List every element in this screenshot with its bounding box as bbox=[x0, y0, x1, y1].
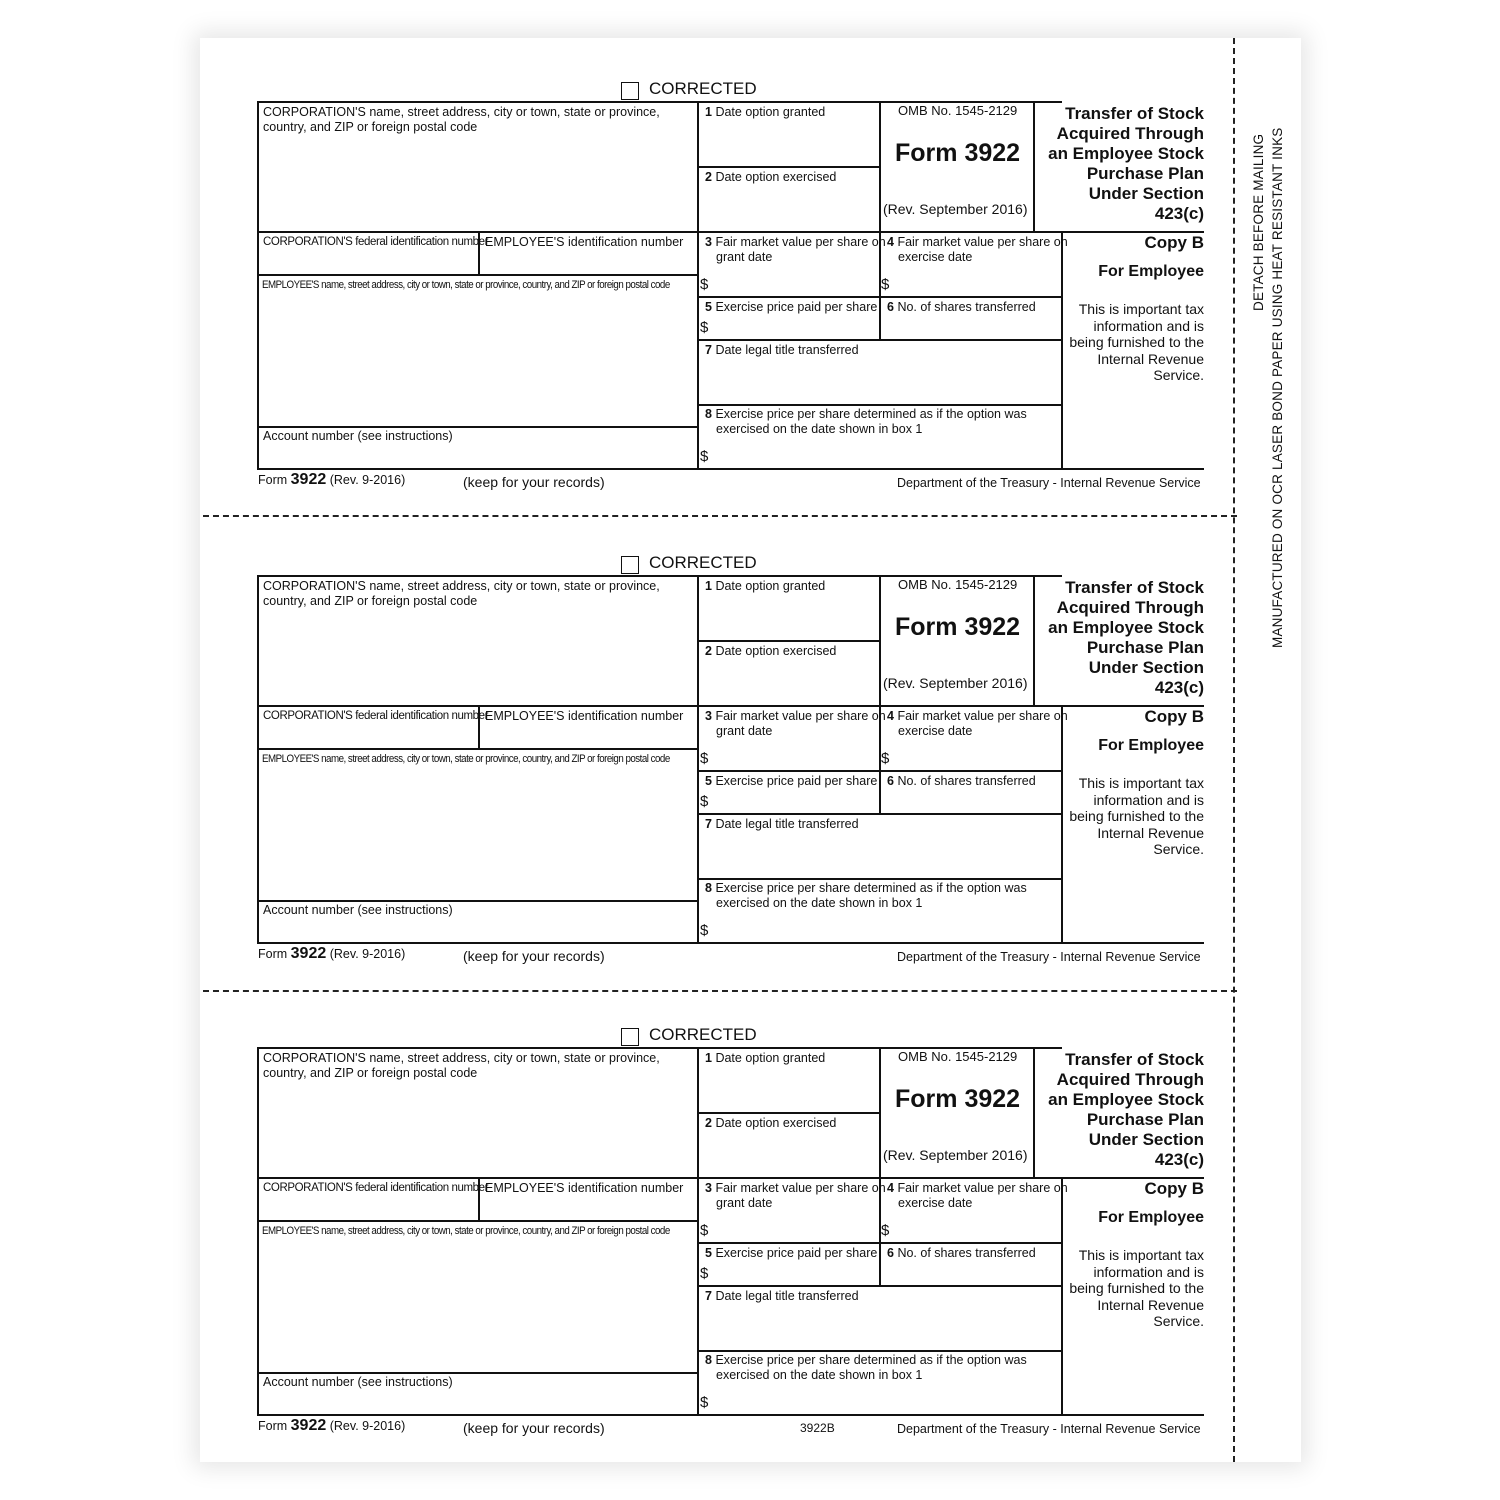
box3-dollar-sign: $ bbox=[700, 750, 709, 767]
box2-label: 2 Date option exercised bbox=[705, 170, 837, 184]
box3-field[interactable] bbox=[712, 740, 878, 769]
copy-b-label: Copy B bbox=[1144, 1179, 1204, 1198]
emp-id-field[interactable] bbox=[480, 1196, 696, 1219]
box8-dollar-sign: $ bbox=[700, 1394, 709, 1411]
box1-field[interactable] bbox=[699, 1068, 878, 1111]
manufactured-text: MANUFACTURED ON OCR LASER BOND PAPER USING HEAT RESISTANT INKS bbox=[1270, 127, 1285, 648]
for-employee-label: For Employee bbox=[1098, 737, 1204, 754]
box4-dollar-sign: $ bbox=[881, 1222, 890, 1239]
emp-name-field[interactable] bbox=[259, 1240, 696, 1371]
box7-label: 7 Date legal title transferred bbox=[705, 1289, 859, 1303]
corp-name-field[interactable] bbox=[259, 136, 696, 230]
box2-label: 2 Date option exercised bbox=[705, 644, 837, 658]
box6-label: 6 No. of shares transferred bbox=[887, 1246, 1036, 1260]
box3-label: 3 Fair market value per share on grant date bbox=[705, 235, 886, 264]
form-title: Form 3922 bbox=[895, 139, 1021, 167]
emp-id-label: EMPLOYEE'S identification number bbox=[485, 235, 684, 249]
box7-field[interactable] bbox=[699, 1306, 1060, 1349]
corp-fid-label: CORPORATION'S federal identification number bbox=[263, 710, 489, 722]
box6-field[interactable] bbox=[881, 1261, 1060, 1284]
footer-form-code: 3922B bbox=[800, 1421, 835, 1435]
box8-label: 8 Exercise price per share determined as if the option was exercised on the date shown in box 1 bbox=[705, 881, 1027, 910]
box7-field[interactable] bbox=[699, 360, 1060, 403]
emp-id-label: EMPLOYEE'S identification number bbox=[485, 709, 684, 723]
box6-label: 6 No. of shares transferred bbox=[887, 774, 1036, 788]
corp-fid-field[interactable] bbox=[259, 724, 477, 747]
footer-keep-records: (keep for your records) bbox=[463, 948, 605, 964]
corp-fid-label: CORPORATION'S federal identification number bbox=[263, 1182, 489, 1194]
box4-dollar-sign: $ bbox=[881, 750, 890, 767]
emp-name-label: EMPLOYEE'S name, street address, city or town, state or province, country, and ZIP or foreign postal code bbox=[262, 753, 670, 765]
footer-department: Department of the Treasury - Internal Revenue Service bbox=[897, 476, 1201, 490]
box3-field[interactable] bbox=[712, 1212, 878, 1241]
emp-name-field[interactable] bbox=[259, 294, 696, 425]
emp-id-field[interactable] bbox=[480, 724, 696, 747]
info-text: This is important tax information and is being furnished to the Internal Revenue Service. bbox=[1069, 301, 1204, 383]
box4-label: 4 Fair market value per share on exercise date bbox=[887, 235, 1068, 264]
box5-label: 5 Exercise price paid per share bbox=[705, 774, 878, 788]
for-employee-label: For Employee bbox=[1098, 263, 1204, 280]
emp-name-field[interactable] bbox=[259, 768, 696, 899]
box1-label: 1 Date option granted bbox=[705, 579, 826, 593]
box8-dollar-sign: $ bbox=[700, 922, 709, 939]
corp-name-label: CORPORATION'S name, street address, city or town, state or province, country, and ZIP or foreign postal code bbox=[263, 1051, 660, 1080]
box4-field[interactable] bbox=[893, 1212, 1059, 1241]
emp-id-label: EMPLOYEE'S identification number bbox=[485, 1181, 684, 1195]
box1-label: 1 Date option granted bbox=[705, 1051, 826, 1065]
corp-fid-field[interactable] bbox=[259, 250, 477, 273]
box8-field[interactable] bbox=[712, 440, 1060, 467]
box4-label: 4 Fair market value per share on exercise date bbox=[887, 709, 1068, 738]
footer-form-id: Form 3922 (Rev. 9-2016) bbox=[258, 1417, 406, 1434]
box8-dollar-sign: $ bbox=[700, 448, 709, 465]
form-title-right: Transfer of Stock Acquired Through an Employee Stock Purchase Plan Under Section 423(c) bbox=[1048, 1050, 1204, 1169]
corp-name-label: CORPORATION'S name, street address, city or town, state or province, country, and ZIP or foreign postal code bbox=[263, 105, 660, 134]
box5-dollar-sign: $ bbox=[700, 1265, 709, 1282]
form-copy-3 bbox=[0, 946, 1500, 1436]
box2-field[interactable] bbox=[699, 1133, 878, 1176]
box3-label: 3 Fair market value per share on grant date bbox=[705, 709, 886, 738]
detach-line bbox=[1233, 38, 1235, 1462]
box4-label: 4 Fair market value per share on exercise date bbox=[887, 1181, 1068, 1210]
footer-form-id: Form 3922 (Rev. 9-2016) bbox=[258, 471, 406, 488]
omb-number: OMB No. 1545-2129 bbox=[898, 103, 1018, 118]
footer-department: Department of the Treasury - Internal Revenue Service bbox=[897, 1422, 1201, 1436]
corrected-label: CORRECTED bbox=[649, 553, 757, 572]
account-number-label: Account number (see instructions) bbox=[263, 429, 453, 443]
form-revision: (Rev. September 2016) bbox=[883, 1147, 1028, 1163]
box3-dollar-sign: $ bbox=[700, 1222, 709, 1239]
account-number-field[interactable] bbox=[259, 918, 696, 941]
info-text: This is important tax information and is being furnished to the Internal Revenue Service. bbox=[1069, 1247, 1204, 1329]
box7-label: 7 Date legal title transferred bbox=[705, 343, 859, 357]
copy-b-label: Copy B bbox=[1144, 707, 1204, 726]
box4-field[interactable] bbox=[893, 740, 1059, 769]
emp-name-label: EMPLOYEE'S name, street address, city or town, state or province, country, and ZIP or foreign postal code bbox=[262, 1225, 670, 1237]
corrected-checkbox[interactable] bbox=[621, 556, 639, 574]
box6-label: 6 No. of shares transferred bbox=[887, 300, 1036, 314]
box6-field[interactable] bbox=[881, 789, 1060, 812]
info-text: This is important tax information and is being furnished to the Internal Revenue Service. bbox=[1069, 775, 1204, 857]
box6-field[interactable] bbox=[881, 315, 1060, 338]
cut-line-1 bbox=[203, 515, 1237, 517]
box5-dollar-sign: $ bbox=[700, 793, 709, 810]
footer-department: Department of the Treasury - Internal Revenue Service bbox=[897, 950, 1201, 964]
form-title: Form 3922 bbox=[895, 613, 1021, 641]
omb-number: OMB No. 1545-2129 bbox=[898, 577, 1018, 592]
form-revision: (Rev. September 2016) bbox=[883, 675, 1028, 691]
box8-field[interactable] bbox=[712, 1386, 1060, 1413]
box3-dollar-sign: $ bbox=[700, 276, 709, 293]
form-title-right: Transfer of Stock Acquired Through an Employee Stock Purchase Plan Under Section 423(c) bbox=[1048, 104, 1204, 223]
footer-form-id: Form 3922 (Rev. 9-2016) bbox=[258, 945, 406, 962]
corp-name-field[interactable] bbox=[259, 1082, 696, 1176]
box8-field[interactable] bbox=[712, 914, 1060, 941]
box4-dollar-sign: $ bbox=[881, 276, 890, 293]
box8-label: 8 Exercise price per share determined as if the option was exercised on the date shown in box 1 bbox=[705, 407, 1027, 436]
emp-id-field[interactable] bbox=[480, 250, 696, 273]
box5-field[interactable] bbox=[712, 315, 878, 338]
box4-field[interactable] bbox=[893, 266, 1059, 295]
account-number-label: Account number (see instructions) bbox=[263, 903, 453, 917]
form-title: Form 3922 bbox=[895, 1085, 1021, 1113]
box5-label: 5 Exercise price paid per share bbox=[705, 1246, 878, 1260]
box5-dollar-sign: $ bbox=[700, 319, 709, 336]
form-revision: (Rev. September 2016) bbox=[883, 201, 1028, 217]
box5-field[interactable] bbox=[712, 789, 878, 812]
box7-label: 7 Date legal title transferred bbox=[705, 817, 859, 831]
box3-label: 3 Fair market value per share on grant date bbox=[705, 1181, 886, 1210]
box1-field[interactable] bbox=[699, 122, 878, 165]
box5-label: 5 Exercise price paid per share bbox=[705, 300, 878, 314]
corp-name-field[interactable] bbox=[259, 610, 696, 704]
box8-label: 8 Exercise price per share determined as if the option was exercised on the date shown in box 1 bbox=[705, 1353, 1027, 1382]
account-number-field[interactable] bbox=[259, 444, 696, 467]
corp-name-label: CORPORATION'S name, street address, city or town, state or province, country, and ZIP or foreign postal code bbox=[263, 579, 660, 608]
account-number-field[interactable] bbox=[259, 1390, 696, 1413]
corp-fid-field[interactable] bbox=[259, 1196, 477, 1219]
footer-keep-records: (keep for your records) bbox=[463, 474, 605, 490]
corrected-checkbox[interactable] bbox=[621, 1028, 639, 1046]
corrected-label: CORRECTED bbox=[649, 79, 757, 98]
account-number-label: Account number (see instructions) bbox=[263, 1375, 453, 1389]
box1-label: 1 Date option granted bbox=[705, 105, 826, 119]
corp-fid-label: CORPORATION'S federal identification number bbox=[263, 236, 489, 248]
copy-b-label: Copy B bbox=[1144, 233, 1204, 252]
box2-field[interactable] bbox=[699, 187, 878, 230]
corrected-checkbox[interactable] bbox=[621, 82, 639, 100]
detach-text: DETACH BEFORE MAILING bbox=[1251, 133, 1266, 311]
corrected-label: CORRECTED bbox=[649, 1025, 757, 1044]
for-employee-label: For Employee bbox=[1098, 1209, 1204, 1226]
box3-field[interactable] bbox=[712, 266, 878, 295]
form-title-right: Transfer of Stock Acquired Through an Employee Stock Purchase Plan Under Section 423(c) bbox=[1048, 578, 1204, 697]
omb-number: OMB No. 1545-2129 bbox=[898, 1049, 1018, 1064]
box5-field[interactable] bbox=[712, 1261, 878, 1284]
box7-field[interactable] bbox=[699, 834, 1060, 877]
footer-keep-records: (keep for your records) bbox=[463, 1420, 605, 1436]
cut-line-2 bbox=[203, 990, 1237, 992]
emp-name-label: EMPLOYEE'S name, street address, city or town, state or province, country, and ZIP or foreign postal code bbox=[262, 279, 670, 291]
box1-field[interactable] bbox=[699, 596, 878, 639]
box2-field[interactable] bbox=[699, 661, 878, 704]
box2-label: 2 Date option exercised bbox=[705, 1116, 837, 1130]
